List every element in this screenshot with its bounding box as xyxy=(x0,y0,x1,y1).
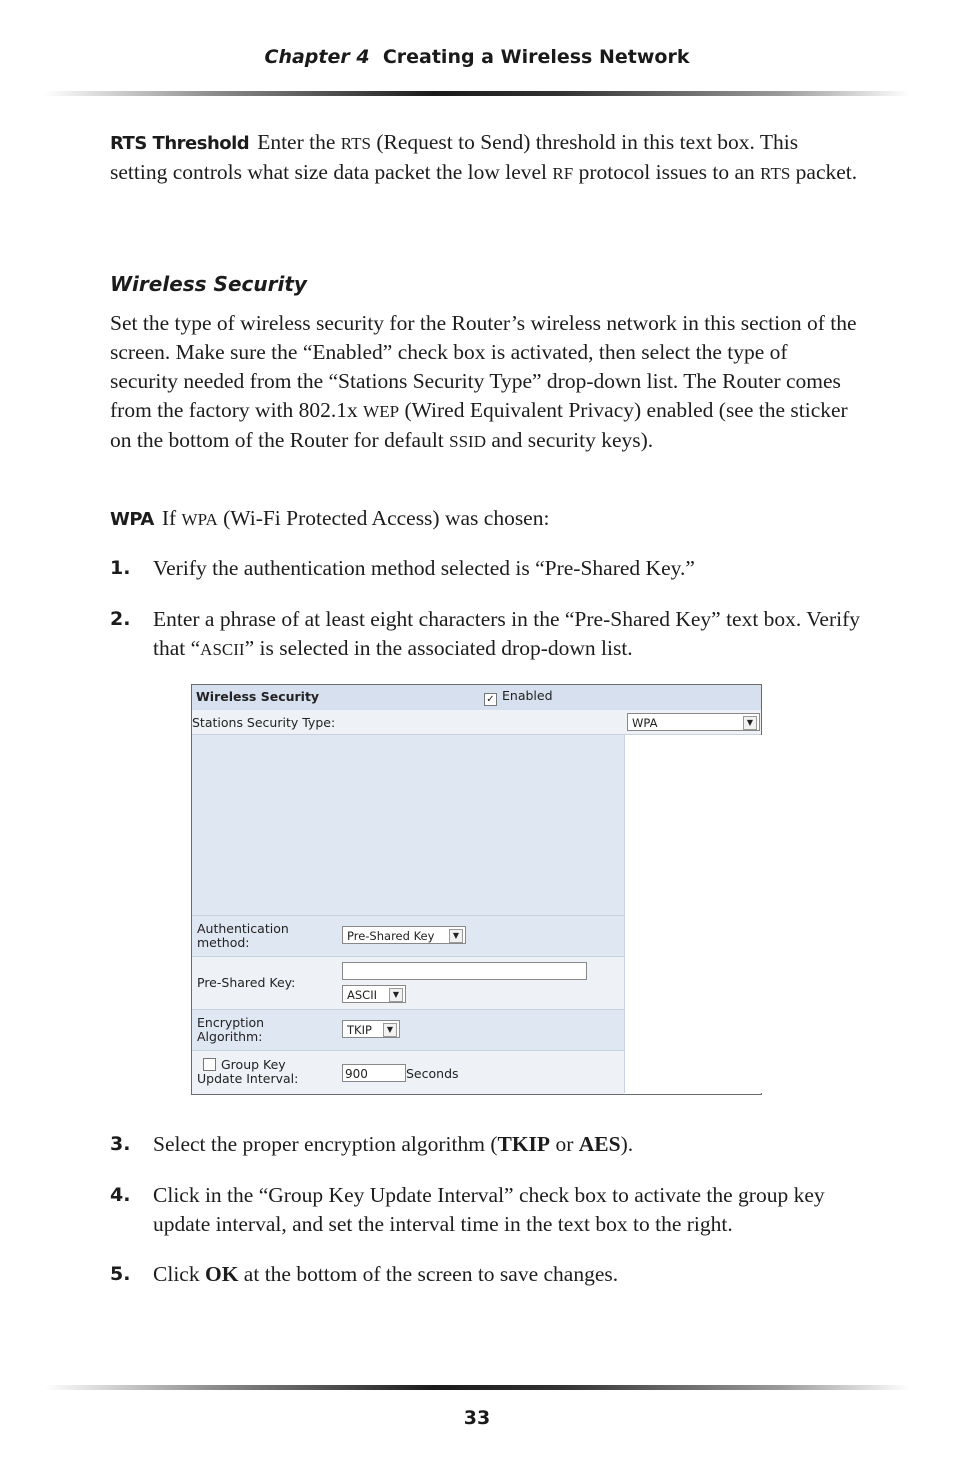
auth-method-select[interactable]: Pre-Shared Key ▼ xyxy=(342,926,466,944)
step-2 xyxy=(110,605,870,664)
group-key-interval-input[interactable]: 900 xyxy=(342,1064,406,1082)
group-key-checkbox[interactable] xyxy=(203,1058,216,1071)
step-number: 1. xyxy=(110,557,131,579)
step-5 xyxy=(110,1260,870,1289)
encryption-algorithm-select[interactable]: TKIP ▼ xyxy=(342,1020,400,1038)
wireless-security-screenshot xyxy=(191,684,762,1095)
stations-security-row xyxy=(192,710,761,735)
chevron-down-icon: ▼ xyxy=(389,988,403,1002)
panel-title: Wireless Security xyxy=(196,689,320,704)
rts-threshold-term: RTS Threshold xyxy=(110,133,250,154)
pre-shared-key-row xyxy=(192,956,624,1009)
auth-method-label: Authentication method: xyxy=(197,921,289,950)
step-text: Click in the “Group Key Update Interval” check box to activate the group key update interval, and set the interval time in the text box to the right. xyxy=(153,1183,825,1236)
panel-right-column xyxy=(624,735,762,1093)
chevron-down-icon: ▼ xyxy=(449,929,463,943)
pre-shared-key-label: Pre-Shared Key: xyxy=(197,975,296,990)
enabled-checkbox[interactable]: ✓ xyxy=(484,693,497,706)
step-text: Enter a phrase of at least eight characters in the “Pre-Shared Key” text box. Verify that “ASCII” is selected in the associated drop-down list. xyxy=(153,607,861,660)
wpa-paragraph: WPA If WPA (Wi-Fi Protected Access) was chosen: xyxy=(110,506,550,530)
enabled-checkbox-group[interactable] xyxy=(484,688,553,706)
panel-header xyxy=(192,685,761,710)
step-text: Click OK at the bottom of the screen to save changes. xyxy=(153,1262,619,1286)
group-key-label: Group Key Update Interval: xyxy=(197,1057,299,1086)
panel-blank-area xyxy=(192,735,624,915)
step-1 xyxy=(110,554,870,583)
step-text: Select the proper encryption algorithm (TKIP or AES). xyxy=(153,1132,634,1156)
pre-shared-key-input[interactable] xyxy=(342,962,587,980)
step-number: 3. xyxy=(110,1133,131,1155)
group-key-row xyxy=(192,1050,624,1094)
stations-security-label: Stations Security Type: xyxy=(192,715,336,730)
page-number: 33 xyxy=(463,1407,491,1429)
step-4 xyxy=(110,1181,870,1239)
wireless-security-heading: Wireless Security xyxy=(110,272,307,296)
encryption-algorithm-row xyxy=(192,1009,624,1050)
chevron-down-icon: ▼ xyxy=(383,1023,397,1037)
footer-rule xyxy=(44,1385,910,1390)
seconds-label: Seconds xyxy=(406,1066,459,1081)
stations-security-select[interactable]: WPA ▼ xyxy=(627,713,760,731)
header-rule xyxy=(44,91,910,96)
encryption-algorithm-label: Encryption Algorithm: xyxy=(197,1015,265,1044)
chapter-title: Creating a Wireless Network xyxy=(382,46,690,68)
wpa-term: WPA xyxy=(110,509,154,530)
enabled-label: Enabled xyxy=(502,688,553,703)
step-number: 5. xyxy=(110,1263,131,1285)
running-header xyxy=(0,46,954,68)
step-3 xyxy=(110,1130,870,1159)
chapter-label: Chapter 4 xyxy=(264,46,370,68)
auth-method-row xyxy=(192,915,624,956)
step-number: 2. xyxy=(110,608,131,630)
rts-threshold-paragraph: RTS Threshold Enter the RTS (Request to Send) threshold in this text box. This setting controls what size data packet the low level RF protocol issues to an RTS packet. xyxy=(110,130,858,184)
chevron-down-icon: ▼ xyxy=(743,716,757,730)
step-text: Verify the authentication method selected is “Pre-Shared Key.” xyxy=(153,556,695,580)
step-number: 4. xyxy=(110,1184,131,1206)
key-format-select[interactable]: ASCII ▼ xyxy=(342,985,406,1003)
wireless-security-paragraph: Set the type of wireless security for the Router’s wireless network in this section of the screen. Make sure the “Enabled” check box is activated, then select the type of security needed from the “Stations Security Type” drop-down list. The Router comes from the factory with 802.1x WEP (Wired Equivalent Privacy) enabled (see the sticker on the bottom of the Router for default SSID and security keys). xyxy=(110,311,857,452)
